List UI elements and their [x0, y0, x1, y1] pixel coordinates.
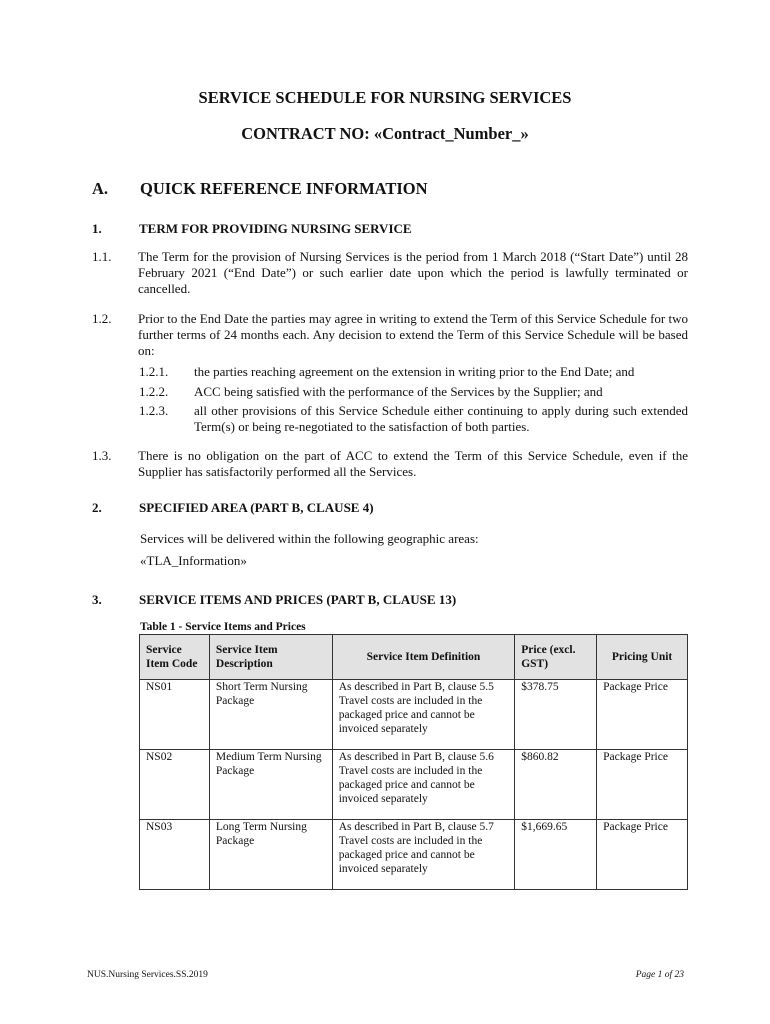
cell-definition [332, 680, 515, 750]
clause-1-2-3-text: all other provisions of this Service Schedule either continuing to apply during such extended Term(s) or being re-negotiated to the satisfaction of both parties. [194, 403, 688, 434]
section-1-number: 1. [92, 221, 102, 236]
footer-page-number: Page 1 of 23 [635, 970, 684, 980]
cell-definition [332, 750, 515, 820]
cell-code: NS01 [140, 680, 210, 750]
table-row [140, 680, 688, 750]
clause-1-2-number: 1.2. [92, 311, 112, 326]
section-a-label: A. [92, 179, 109, 198]
clause-1-2-2-text: ACC being satisfied with the performance of the Services by the Supplier; and [194, 384, 603, 399]
cell-unit: Package Price [597, 680, 688, 750]
definition-travel-note: Travel costs are included in the packaged price and cannot be invoiced separately [338, 835, 483, 875]
service-items-table [139, 634, 688, 890]
section-3-number: 3. [92, 592, 102, 607]
table-row [140, 750, 688, 820]
clause-1-1-number: 1.1. [92, 249, 112, 264]
cell-description: Long Term Nursing Package [209, 820, 332, 890]
clause-1-3-text: There is no obligation on the part of ACC to extend the Term of this Service Schedule, even if the Supplier has satisfactorily performed all the Services. [138, 448, 688, 479]
cell-price: $1,669.65 [515, 820, 597, 890]
cell-description: Short Term Nursing Package [209, 680, 332, 750]
header-code: Service Item Code [140, 635, 210, 680]
header-definition: Service Item Definition [332, 635, 515, 680]
header-description: Service Item Description [209, 635, 332, 680]
table-header-row [140, 635, 688, 680]
tla-information-field: «TLA_Information» [140, 553, 247, 568]
clause-1-3-number: 1.3. [92, 448, 112, 463]
section-2-text: Services will be delivered within the following geographic areas: [140, 531, 479, 546]
definition-clause: As described in Part B, clause 5.7 [338, 821, 494, 833]
definition-travel-note: Travel costs are included in the packaged price and cannot be invoiced separately [338, 695, 483, 735]
clause-1-1-text: The Term for the provision of Nursing Services is the period from 1 March 2018 (“Start Date”) until 28 February 2021 (“End Date”) or such earlier date upon which the period is lawfully terminated or cancelled. [138, 249, 688, 296]
clause-1-2-2-number: 1.2.2. [139, 384, 169, 399]
document-title: SERVICE SCHEDULE FOR NURSING SERVICES [198, 88, 572, 107]
clause-1-2-1-text: the parties reaching agreement on the extension in writing prior to the End Date; and [194, 364, 635, 379]
section-2-heading: SPECIFIED AREA (PART B, CLAUSE 4) [139, 500, 374, 515]
table-caption: Table 1 - Service Items and Prices [140, 621, 306, 633]
cell-code: NS03 [140, 820, 210, 890]
cell-description: Medium Term Nursing Package [209, 750, 332, 820]
cell-price: $860.82 [515, 750, 597, 820]
clause-1-2-text: Prior to the End Date the parties may agree in writing to extend the Term of this Service Schedule for two further terms of 24 months each. Any decision to extend the Term of this Service Schedule will be based on: [138, 311, 688, 358]
section-2-number: 2. [92, 500, 102, 515]
section-a-title: QUICK REFERENCE INFORMATION [140, 179, 428, 198]
cell-definition [332, 820, 515, 890]
cell-price: $378.75 [515, 680, 597, 750]
header-price: Price (excl. GST) [515, 635, 597, 680]
table-row [140, 820, 688, 890]
cell-code: NS02 [140, 750, 210, 820]
definition-travel-note: Travel costs are included in the packaged price and cannot be invoiced separately [338, 765, 483, 805]
definition-clause: As described in Part B, clause 5.5 [338, 681, 494, 693]
contract-number-line: CONTRACT NO: «Contract_Number_» [241, 124, 529, 143]
section-1-heading: TERM FOR PROVIDING NURSING SERVICE [139, 221, 412, 236]
footer-document-code: NUS.Nursing Services.SS.2019 [87, 970, 208, 980]
clause-1-2-1-number: 1.2.1. [139, 364, 169, 379]
cell-unit: Package Price [597, 750, 688, 820]
definition-clause: As described in Part B, clause 5.6 [338, 751, 494, 763]
clause-1-2-3-number: 1.2.3. [139, 403, 169, 418]
cell-unit: Package Price [597, 820, 688, 890]
header-unit: Pricing Unit [597, 635, 688, 680]
section-3-heading: SERVICE ITEMS AND PRICES (PART B, CLAUSE 13) [139, 592, 457, 607]
